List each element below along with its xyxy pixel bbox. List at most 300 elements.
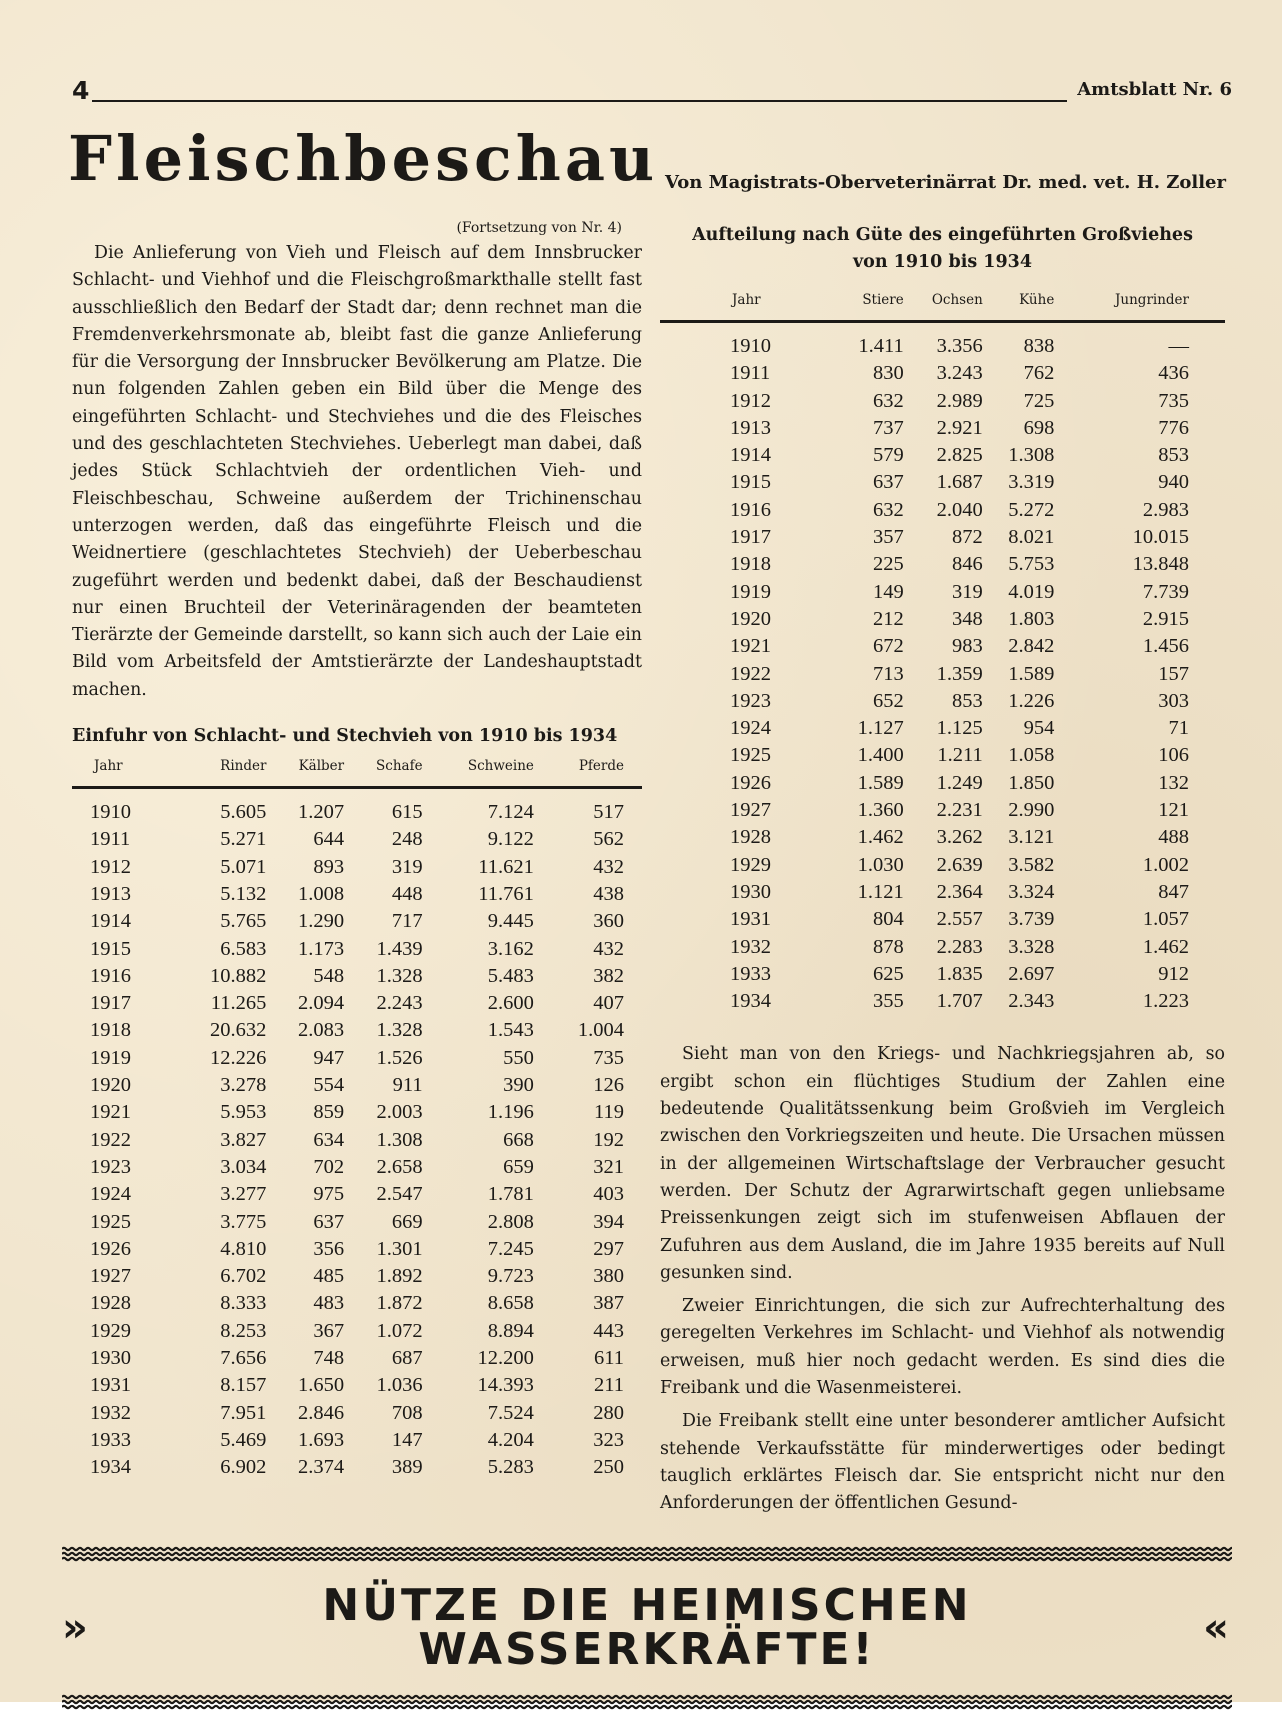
value-cell: 8.658 [487, 1292, 534, 1315]
value-cell: 912 [1158, 962, 1189, 985]
value-cell: 1.207 [298, 801, 345, 824]
value-cell: 1.223 [1142, 990, 1189, 1013]
page-number: 4 [72, 76, 90, 105]
table-row [660, 415, 1225, 442]
year-cell: 1934 [90, 1456, 131, 1479]
value-cell: 2.842 [1008, 635, 1055, 658]
value-cell: 1.439 [376, 937, 423, 960]
table-row [660, 497, 1225, 524]
journal-name: Amtsblatt Nr. 6 [1077, 79, 1232, 100]
value-cell: 10.882 [210, 964, 267, 987]
year-cell: 1916 [90, 964, 131, 987]
year-cell: 1926 [90, 1237, 131, 1260]
value-cell: 1.456 [1142, 635, 1189, 658]
table-row [660, 579, 1225, 606]
value-cell: 3.324 [1008, 880, 1055, 903]
value-cell: 3.162 [487, 937, 534, 960]
table-row [72, 990, 642, 1017]
value-cell: 13.848 [1132, 553, 1189, 576]
value-cell: 5.132 [220, 882, 267, 905]
value-cell: 1.462 [1142, 935, 1189, 958]
year-cell: 1929 [730, 853, 771, 876]
quality-table-title-line2: von 1910 bis 1934 [853, 252, 1032, 272]
year-cell: 1910 [90, 801, 131, 824]
year-cell: 1910 [730, 335, 771, 357]
value-cell: 947 [313, 1046, 345, 1069]
value-cell: 436 [1158, 362, 1189, 385]
right-guillemet: « [1203, 1605, 1232, 1651]
value-cell: 517 [593, 801, 624, 824]
value-cell: 1.308 [376, 1128, 423, 1151]
value-cell: 702 [313, 1155, 345, 1178]
year-cell: 1932 [730, 935, 771, 958]
value-cell: 9.445 [487, 910, 534, 933]
value-cell: 1.400 [857, 744, 904, 767]
value-cell: 762 [1023, 362, 1055, 385]
year-cell: 1925 [90, 1210, 131, 1233]
value-cell: 1.411 [858, 335, 904, 357]
wave-ornament-bottom [62, 1694, 1232, 1710]
value-cell: 1.589 [1008, 662, 1055, 685]
value-cell: 147 [391, 1428, 423, 1451]
table-row [660, 879, 1225, 906]
table-row [72, 1236, 642, 1263]
value-cell: 280 [593, 1401, 624, 1424]
table-row [660, 322, 1225, 361]
year-cell: 1933 [90, 1428, 131, 1451]
value-cell: 1.173 [298, 937, 345, 960]
value-cell: 149 [873, 580, 904, 603]
value-cell: 2.364 [936, 880, 983, 903]
value-cell: 2.557 [936, 908, 983, 931]
left-guillemet: » [62, 1605, 91, 1651]
value-cell: 2.040 [936, 498, 983, 521]
value-cell: 1.121 [857, 880, 904, 903]
value-cell: 652 [873, 689, 904, 712]
value-cell: 1.057 [1142, 908, 1189, 931]
value-cell: 1.589 [857, 771, 904, 794]
value-cell: 748 [313, 1346, 345, 1369]
year-cell: 1933 [730, 962, 771, 985]
value-cell: 348 [952, 607, 983, 630]
value-cell: 1.004 [577, 1019, 624, 1042]
value-cell: 319 [391, 855, 423, 878]
year-cell: 1912 [90, 855, 131, 878]
value-cell: 7.245 [487, 1237, 534, 1260]
year-cell: 1911 [730, 362, 771, 385]
value-cell: 1.290 [298, 910, 345, 933]
value-cell: 725 [1023, 389, 1055, 412]
value-cell: 438 [593, 882, 624, 905]
value-cell: 2.547 [376, 1183, 423, 1206]
value-cell: 4.810 [220, 1237, 267, 1260]
value-cell: 71 [1168, 717, 1189, 740]
value-cell: 5.071 [220, 855, 267, 878]
year-cell: 1923 [90, 1155, 131, 1178]
value-cell: 3.262 [936, 826, 983, 849]
value-cell: 954 [1023, 717, 1055, 740]
value-cell: 8.894 [487, 1319, 534, 1342]
value-cell: 387 [593, 1292, 624, 1315]
table-row [72, 1209, 642, 1236]
value-cell: 1.650 [298, 1374, 345, 1397]
value-cell: 637 [313, 1210, 345, 1233]
column-header-0: Jahr [660, 292, 832, 322]
import-table [72, 758, 642, 1481]
table-row [660, 852, 1225, 879]
value-cell: 1.249 [936, 771, 983, 794]
value-cell: 3.582 [1008, 853, 1055, 876]
value-cell: 562 [593, 828, 624, 851]
value-cell: 2.915 [1142, 607, 1189, 630]
year-cell: 1915 [730, 471, 771, 494]
value-cell: 1.308 [1008, 444, 1055, 467]
value-cell: 390 [503, 1074, 534, 1097]
continuation-note: (Fortsetzung von Nr. 4) [456, 220, 622, 236]
value-cell: 9.122 [487, 828, 534, 851]
value-cell: 776 [1158, 416, 1189, 439]
value-cell: 2.283 [936, 935, 983, 958]
table-row [72, 1017, 642, 1044]
year-cell: 1911 [90, 828, 131, 851]
value-cell: 303 [1158, 689, 1189, 712]
value-cell: 2.921 [936, 416, 983, 439]
year-cell: 1916 [730, 498, 771, 521]
year-cell: 1930 [90, 1346, 131, 1369]
value-cell: 7.951 [220, 1401, 267, 1424]
value-cell: 6.902 [220, 1456, 267, 1479]
value-cell: 717 [391, 910, 423, 933]
table-row [72, 936, 642, 963]
year-cell: 1929 [90, 1319, 131, 1342]
value-cell: 975 [313, 1183, 345, 1206]
value-cell: 3.827 [220, 1128, 267, 1151]
value-cell: 8.157 [220, 1374, 267, 1397]
value-cell: 5.483 [487, 964, 534, 987]
year-cell: 1923 [730, 689, 771, 712]
value-cell: 1.196 [487, 1101, 534, 1124]
value-cell: 1.892 [376, 1265, 423, 1288]
value-cell: 3.121 [1008, 826, 1055, 849]
value-cell: 872 [952, 526, 983, 549]
value-cell: 2.825 [936, 444, 983, 467]
table-row [72, 1372, 642, 1399]
value-cell: 1.850 [1008, 771, 1055, 794]
table-row [72, 854, 642, 881]
value-cell: 804 [873, 908, 904, 931]
value-cell: 1.301 [376, 1237, 423, 1260]
right-column [660, 222, 1225, 1517]
table-row [72, 1263, 642, 1290]
value-cell: 9.723 [487, 1265, 534, 1288]
value-cell: 2.231 [936, 799, 983, 822]
table-row [72, 1427, 642, 1454]
year-cell: 1934 [730, 990, 771, 1013]
value-cell: 212 [873, 607, 904, 630]
value-cell: 1.058 [1008, 744, 1055, 767]
running-head [72, 76, 1232, 106]
table-row [72, 1181, 642, 1208]
value-cell: 1.707 [936, 990, 983, 1013]
year-cell: 1928 [90, 1292, 131, 1315]
value-cell: 1.072 [376, 1319, 423, 1342]
year-cell: 1922 [730, 662, 771, 685]
slogan-text: NÜTZE DIE HEIMISCHEN WASSERKRÄFTE! [322, 1580, 972, 1675]
freibank-paragraph: Die Freibank stellt eine unter besonderer amtlicher Aufsicht stehende Verkaufsstätte für minderwertiges oder bedingt tauglich erklärtes Fleisch dar. Sie entspricht nicht nur den Anforderungen der öffentlichen Gesund- [660, 1411, 1225, 1514]
table-row [660, 551, 1225, 578]
table-row [660, 388, 1225, 415]
value-cell: 7.656 [220, 1346, 267, 1369]
value-cell: 2.989 [936, 389, 983, 412]
value-cell: 389 [391, 1456, 423, 1479]
value-cell: 554 [313, 1074, 345, 1097]
value-cell: 3.739 [1008, 908, 1055, 931]
value-cell: 11.621 [478, 855, 534, 878]
table-row [660, 442, 1225, 469]
table-row [72, 1127, 642, 1154]
value-cell: 2.094 [298, 992, 345, 1015]
value-cell: 911 [392, 1074, 423, 1097]
value-cell: 380 [593, 1265, 624, 1288]
value-cell: 5.605 [220, 801, 267, 824]
table-row [72, 1099, 642, 1126]
quality-paragraph: Sieht man von den Kriegs- und Nachkriegsjahren ab, so ergibt schon ein flüchtiges Studium der Zahlen eine bedeutende Qualitätssenkung beim Großvieh im Vergleich zwischen den Vorkriegszeiten und heute. Die Ursachen müssen in der allgemeinen Wirtschaftslage der Verbraucher gesucht werden. Der Schutz der Agrarwirtschaft gegen unliebsame Preissenkungen zeigt sich im stufenweisen Abflauen der Zufuhren aus dem Ausland, die im Jahre 1935 bereits auf Null gesunken sind. [660, 1044, 1225, 1283]
value-cell: 132 [1158, 771, 1189, 794]
column-header-2: Kälber [266, 758, 344, 788]
value-cell: 830 [873, 362, 904, 385]
value-cell: 5.272 [1008, 498, 1055, 521]
header-rule [92, 100, 1067, 102]
year-cell: 1912 [730, 389, 771, 412]
value-cell: 121 [1158, 799, 1189, 822]
quality-table [660, 292, 1225, 1015]
year-cell: 1922 [90, 1128, 131, 1151]
year-cell: 1919 [730, 580, 771, 603]
value-cell: 3.034 [220, 1155, 267, 1178]
value-cell: 5.283 [487, 1456, 534, 1479]
value-cell: 448 [391, 882, 423, 905]
year-cell: 1913 [90, 882, 131, 905]
value-cell: 1.360 [857, 799, 904, 822]
value-cell: 394 [593, 1210, 624, 1233]
value-cell: 11.761 [478, 882, 534, 905]
value-cell: 2.697 [1008, 962, 1055, 985]
value-cell: 1.872 [376, 1292, 423, 1315]
value-cell: 659 [503, 1155, 534, 1178]
table-row [660, 524, 1225, 551]
table-row [72, 881, 642, 908]
table-row [660, 715, 1225, 742]
value-cell: 432 [593, 855, 624, 878]
value-cell: 360 [593, 910, 624, 933]
table-row [72, 908, 642, 935]
table-row [660, 661, 1225, 688]
value-cell: 367 [313, 1319, 345, 1342]
table-row [660, 606, 1225, 633]
value-cell: — [1168, 335, 1189, 357]
value-cell: 7.524 [487, 1401, 534, 1424]
value-cell: 5.469 [220, 1428, 267, 1451]
value-cell: 488 [1158, 826, 1189, 849]
value-cell: 1.543 [487, 1019, 534, 1042]
table-row [660, 633, 1225, 660]
value-cell: 1.211 [937, 744, 983, 767]
value-cell: 323 [593, 1428, 624, 1451]
year-cell: 1913 [730, 416, 771, 439]
year-cell: 1918 [90, 1019, 131, 1042]
value-cell: 548 [313, 964, 345, 987]
table-header-row [660, 292, 1225, 322]
value-cell: 1.127 [857, 717, 904, 740]
slogan [62, 1580, 1232, 1675]
value-cell: 853 [952, 689, 983, 712]
value-cell: 485 [313, 1265, 345, 1288]
value-cell: 443 [593, 1319, 624, 1342]
value-cell: 1.002 [1142, 853, 1189, 876]
slogan-banner [62, 1546, 1232, 1710]
value-cell: 7.124 [487, 801, 534, 824]
value-cell: 1.030 [857, 853, 904, 876]
value-cell: 698 [1023, 416, 1055, 439]
value-cell: 632 [873, 498, 904, 521]
value-cell: 3.243 [936, 362, 983, 385]
table-row [660, 988, 1225, 1015]
column-header-5: Pferde [534, 758, 642, 788]
value-cell: 407 [593, 992, 624, 1015]
value-cell: 5.953 [220, 1101, 267, 1124]
table-row [72, 1072, 642, 1099]
year-cell: 1917 [90, 992, 131, 1015]
column-header-4: Schweine [423, 758, 534, 788]
value-cell: 1.693 [298, 1428, 345, 1451]
value-cell: 12.226 [210, 1046, 267, 1069]
value-cell: 2.243 [376, 992, 423, 1015]
value-cell: 6.583 [220, 937, 267, 960]
column-header-0: Jahr [72, 758, 171, 788]
article-byline: Von Magistrats-Oberveterinärrat Dr. med. vet. H. Zoller [664, 172, 1226, 193]
value-cell: 846 [952, 553, 983, 576]
value-cell: 106 [1158, 744, 1189, 767]
value-cell: 5.765 [220, 910, 267, 933]
table-row [660, 469, 1225, 496]
value-cell: 2.600 [487, 992, 534, 1015]
value-cell: 319 [952, 580, 983, 603]
table-row [660, 797, 1225, 824]
value-cell: 737 [873, 416, 904, 439]
table-row [660, 934, 1225, 961]
value-cell: 644 [313, 828, 345, 851]
value-cell: 8.333 [220, 1292, 267, 1315]
value-cell: 2.990 [1008, 799, 1055, 822]
article-title: Fleischbeschau [68, 122, 659, 195]
value-cell: 878 [873, 935, 904, 958]
value-cell: 1.462 [857, 826, 904, 849]
year-cell: 1917 [730, 526, 771, 549]
value-cell: 357 [873, 526, 904, 549]
right-column-text [660, 1041, 1225, 1517]
table-row [72, 826, 642, 853]
import-table-title: Einfuhr von Schlacht- und Stechvieh von 1910 bis 1934 [72, 726, 618, 747]
value-cell: 5.271 [220, 828, 267, 851]
year-cell: 1920 [90, 1074, 131, 1097]
value-cell: 321 [593, 1155, 624, 1178]
value-cell: 2.658 [376, 1155, 423, 1178]
year-cell: 1924 [730, 717, 771, 740]
value-cell: 356 [313, 1237, 345, 1260]
value-cell: 192 [593, 1128, 624, 1151]
value-cell: 2.374 [298, 1456, 345, 1479]
column-header-1: Stiere [832, 292, 904, 322]
value-cell: 403 [593, 1183, 624, 1206]
table-row [660, 742, 1225, 769]
value-cell: 1.803 [1008, 607, 1055, 630]
column-header-3: Schafe [344, 758, 422, 788]
year-cell: 1915 [90, 937, 131, 960]
table-row [660, 906, 1225, 933]
value-cell: 1.359 [936, 662, 983, 685]
value-cell: 297 [593, 1237, 624, 1260]
value-cell: 6.702 [220, 1265, 267, 1288]
table-row [72, 1290, 642, 1317]
table-row [660, 824, 1225, 851]
value-cell: 157 [1158, 662, 1189, 685]
table-row [72, 1345, 642, 1372]
value-cell: 4.204 [487, 1428, 534, 1451]
table-row [660, 961, 1225, 988]
value-cell: 1.008 [298, 882, 345, 905]
year-cell: 1924 [90, 1183, 131, 1206]
value-cell: 983 [952, 635, 983, 658]
value-cell: 632 [873, 389, 904, 412]
value-cell: 1.781 [487, 1183, 534, 1206]
table-row [660, 688, 1225, 715]
value-cell: 382 [593, 964, 624, 987]
table-row [72, 963, 642, 990]
year-cell: 1926 [730, 771, 771, 794]
value-cell: 940 [1158, 471, 1189, 494]
value-cell: 11.265 [210, 992, 267, 1015]
value-cell: 2.003 [376, 1101, 423, 1124]
wave-ornament-top [62, 1546, 1232, 1562]
table-row [72, 1318, 642, 1345]
column-header-3: Kühe [983, 292, 1055, 322]
year-cell: 1914 [90, 910, 131, 933]
year-cell: 1931 [90, 1374, 131, 1397]
year-cell: 1920 [730, 607, 771, 630]
year-cell: 1925 [730, 744, 771, 767]
value-cell: 20.632 [210, 1019, 267, 1042]
value-cell: 735 [1158, 389, 1189, 412]
value-cell: 3.319 [1008, 471, 1055, 494]
column-header-1: Rinder [171, 758, 266, 788]
value-cell: 3.277 [220, 1183, 267, 1206]
value-cell: 248 [391, 828, 423, 851]
value-cell: 211 [594, 1374, 624, 1397]
year-cell: 1930 [730, 880, 771, 903]
value-cell: 14.393 [477, 1374, 534, 1397]
value-cell: 355 [873, 990, 904, 1013]
value-cell: 7.739 [1142, 580, 1189, 603]
value-cell: 1.125 [936, 717, 983, 740]
value-cell: 225 [873, 553, 904, 576]
table-row [72, 1154, 642, 1181]
value-cell: 1.226 [1008, 689, 1055, 712]
value-cell: 713 [873, 662, 904, 685]
year-cell: 1931 [730, 908, 771, 931]
value-cell: 250 [593, 1456, 624, 1479]
column-header-2: Ochsen [904, 292, 983, 322]
value-cell: 615 [391, 801, 423, 824]
